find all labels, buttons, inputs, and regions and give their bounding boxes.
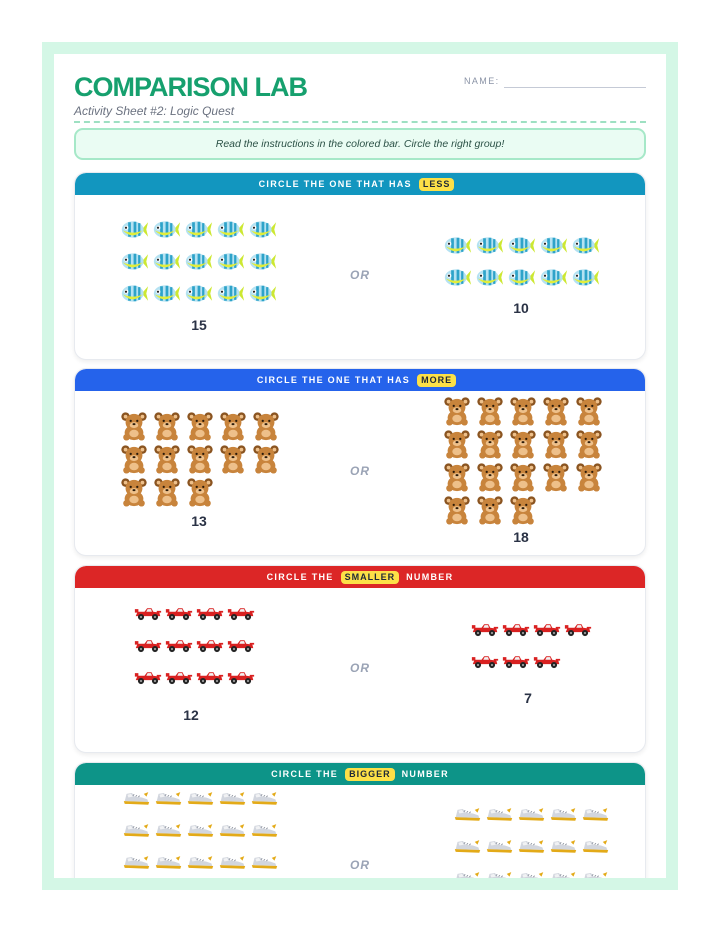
right-count: 7	[524, 690, 532, 706]
fish-icon	[475, 263, 504, 292]
race-car-icon	[134, 637, 162, 654]
teddy-bear-icon	[218, 411, 248, 441]
bar-keyword: MORE	[417, 374, 456, 387]
right-group[interactable]	[453, 805, 613, 878]
teddy-bear-icon	[119, 477, 149, 507]
running-shoe-icon	[154, 789, 183, 806]
instructions-banner: Read the instructions in the colored bar. Circle the right group!	[74, 128, 646, 160]
race-car-icon	[227, 637, 255, 654]
page-title: COMPARISON LAB	[74, 72, 307, 102]
or-label: OR	[350, 858, 370, 872]
section-bar	[75, 173, 645, 195]
race-car-icon	[227, 669, 255, 686]
race-car-icon	[502, 621, 530, 638]
right-count: 10	[513, 300, 529, 316]
running-shoe-icon	[154, 821, 183, 838]
right-group[interactable]	[471, 621, 595, 685]
fish-icon	[216, 215, 245, 244]
right-count: 18	[513, 529, 529, 545]
running-shoe-icon	[154, 853, 183, 870]
running-shoe-icon	[485, 869, 514, 878]
fish-icon	[571, 231, 600, 260]
left-count: 15	[191, 317, 207, 333]
teddy-bear-icon	[541, 396, 571, 426]
race-car-icon	[134, 605, 162, 622]
running-shoe-icon	[549, 869, 578, 878]
fish-icon	[248, 215, 277, 244]
fish-icon	[539, 263, 568, 292]
right-group[interactable]	[443, 231, 603, 295]
teddy-bear-icon	[541, 429, 571, 459]
running-shoe-icon	[218, 853, 247, 870]
running-shoe-icon	[485, 837, 514, 854]
left-group[interactable]	[122, 789, 282, 878]
section-bar	[75, 369, 645, 391]
fish-icon	[216, 247, 245, 276]
header-divider	[74, 121, 646, 123]
race-car-icon	[564, 621, 592, 638]
teddy-bear-icon	[475, 396, 505, 426]
left-count: 12	[183, 707, 199, 723]
running-shoe-icon	[581, 837, 610, 854]
teddy-bear-icon	[442, 429, 472, 459]
bar-suffix: NUMBER	[406, 572, 454, 582]
bar-prefix: CIRCLE THE ONE THAT HAS	[258, 179, 412, 189]
fish-icon	[120, 247, 149, 276]
running-shoe-icon	[122, 789, 151, 806]
fish-icon	[248, 247, 277, 276]
name-field-line[interactable]	[504, 87, 646, 88]
bar-keyword: LESS	[419, 178, 455, 191]
worksheet	[54, 54, 666, 878]
teddy-bear-icon	[475, 462, 505, 492]
race-car-icon	[227, 605, 255, 622]
or-label: OR	[350, 661, 370, 675]
fish-icon	[120, 279, 149, 308]
section-more-bears	[74, 368, 646, 556]
teddy-bear-icon	[442, 495, 472, 525]
running-shoe-icon	[250, 853, 279, 870]
fish-icon	[152, 247, 181, 276]
teddy-bear-icon	[152, 477, 182, 507]
section-bar	[75, 763, 645, 785]
race-car-icon	[134, 669, 162, 686]
running-shoe-icon	[549, 805, 578, 822]
teddy-bear-icon	[508, 396, 538, 426]
race-car-icon	[471, 621, 499, 638]
fish-icon	[475, 231, 504, 260]
running-shoe-icon	[453, 869, 482, 878]
teddy-bear-icon	[508, 462, 538, 492]
teddy-bear-icon	[442, 462, 472, 492]
fish-icon	[184, 247, 213, 276]
fish-icon	[443, 263, 472, 292]
fish-icon	[152, 279, 181, 308]
teddy-bear-icon	[185, 477, 215, 507]
teddy-bear-icon	[251, 411, 281, 441]
fish-icon	[120, 215, 149, 244]
or-label: OR	[350, 268, 370, 282]
bar-prefix: CIRCLE THE ONE THAT HAS	[256, 375, 411, 385]
teddy-bear-icon	[185, 411, 215, 441]
section-bar	[75, 566, 645, 588]
section-less-fish	[74, 172, 646, 360]
race-car-icon	[533, 621, 561, 638]
section-bigger-shoes	[74, 762, 646, 878]
teddy-bear-icon	[251, 444, 281, 474]
running-shoe-icon	[581, 869, 610, 878]
fish-icon	[184, 279, 213, 308]
fish-icon	[571, 263, 600, 292]
bar-prefix: CIRCLE THE	[266, 572, 334, 582]
running-shoe-icon	[186, 853, 215, 870]
left-group[interactable]	[119, 411, 284, 510]
race-car-icon	[165, 637, 193, 654]
fish-icon	[539, 231, 568, 260]
bar-keyword: BIGGER	[345, 768, 395, 781]
running-shoe-icon	[453, 837, 482, 854]
bar-keyword: SMALLER	[341, 571, 400, 584]
race-car-icon	[196, 605, 224, 622]
teddy-bear-icon	[152, 411, 182, 441]
running-shoe-icon	[250, 789, 279, 806]
race-car-icon	[502, 653, 530, 670]
section-smaller-cars	[74, 565, 646, 753]
running-shoe-icon	[581, 805, 610, 822]
race-car-icon	[196, 637, 224, 654]
race-car-icon	[165, 669, 193, 686]
race-car-icon	[196, 669, 224, 686]
fish-icon	[248, 279, 277, 308]
fish-icon	[507, 231, 536, 260]
race-car-icon	[533, 653, 561, 670]
running-shoe-icon	[517, 869, 546, 878]
running-shoe-icon	[186, 821, 215, 838]
teddy-bear-icon	[152, 444, 182, 474]
name-label: NAME:	[464, 76, 500, 86]
running-shoe-icon	[186, 789, 215, 806]
left-group[interactable]	[134, 605, 258, 701]
fish-icon	[184, 215, 213, 244]
teddy-bear-icon	[475, 429, 505, 459]
running-shoe-icon	[517, 837, 546, 854]
running-shoe-icon	[517, 805, 546, 822]
left-group[interactable]	[120, 215, 280, 311]
teddy-bear-icon	[541, 462, 571, 492]
teddy-bear-icon	[574, 396, 604, 426]
teddy-bear-icon	[475, 495, 505, 525]
running-shoe-icon	[549, 837, 578, 854]
running-shoe-icon	[218, 821, 247, 838]
left-count: 13	[191, 513, 207, 529]
teddy-bear-icon	[119, 411, 149, 441]
teddy-bear-icon	[574, 462, 604, 492]
teddy-bear-icon	[119, 444, 149, 474]
running-shoe-icon	[122, 821, 151, 838]
fish-icon	[216, 279, 245, 308]
bar-prefix: CIRCLE THE	[271, 769, 339, 779]
fish-icon	[443, 231, 472, 260]
teddy-bear-icon	[185, 444, 215, 474]
race-car-icon	[471, 653, 499, 670]
running-shoe-icon	[218, 789, 247, 806]
teddy-bear-icon	[442, 396, 472, 426]
running-shoe-icon	[122, 853, 151, 870]
or-label: OR	[350, 464, 370, 478]
teddy-bear-icon	[508, 495, 538, 525]
page-subtitle: Activity Sheet #2: Logic Quest	[74, 104, 235, 118]
running-shoe-icon	[250, 821, 279, 838]
fish-icon	[507, 263, 536, 292]
race-car-icon	[165, 605, 193, 622]
teddy-bear-icon	[574, 429, 604, 459]
running-shoe-icon	[453, 805, 482, 822]
bar-suffix: NUMBER	[401, 769, 449, 779]
running-shoe-icon	[485, 805, 514, 822]
teddy-bear-icon	[508, 429, 538, 459]
fish-icon	[152, 215, 181, 244]
teddy-bear-icon	[218, 444, 248, 474]
right-group[interactable]	[442, 396, 607, 528]
